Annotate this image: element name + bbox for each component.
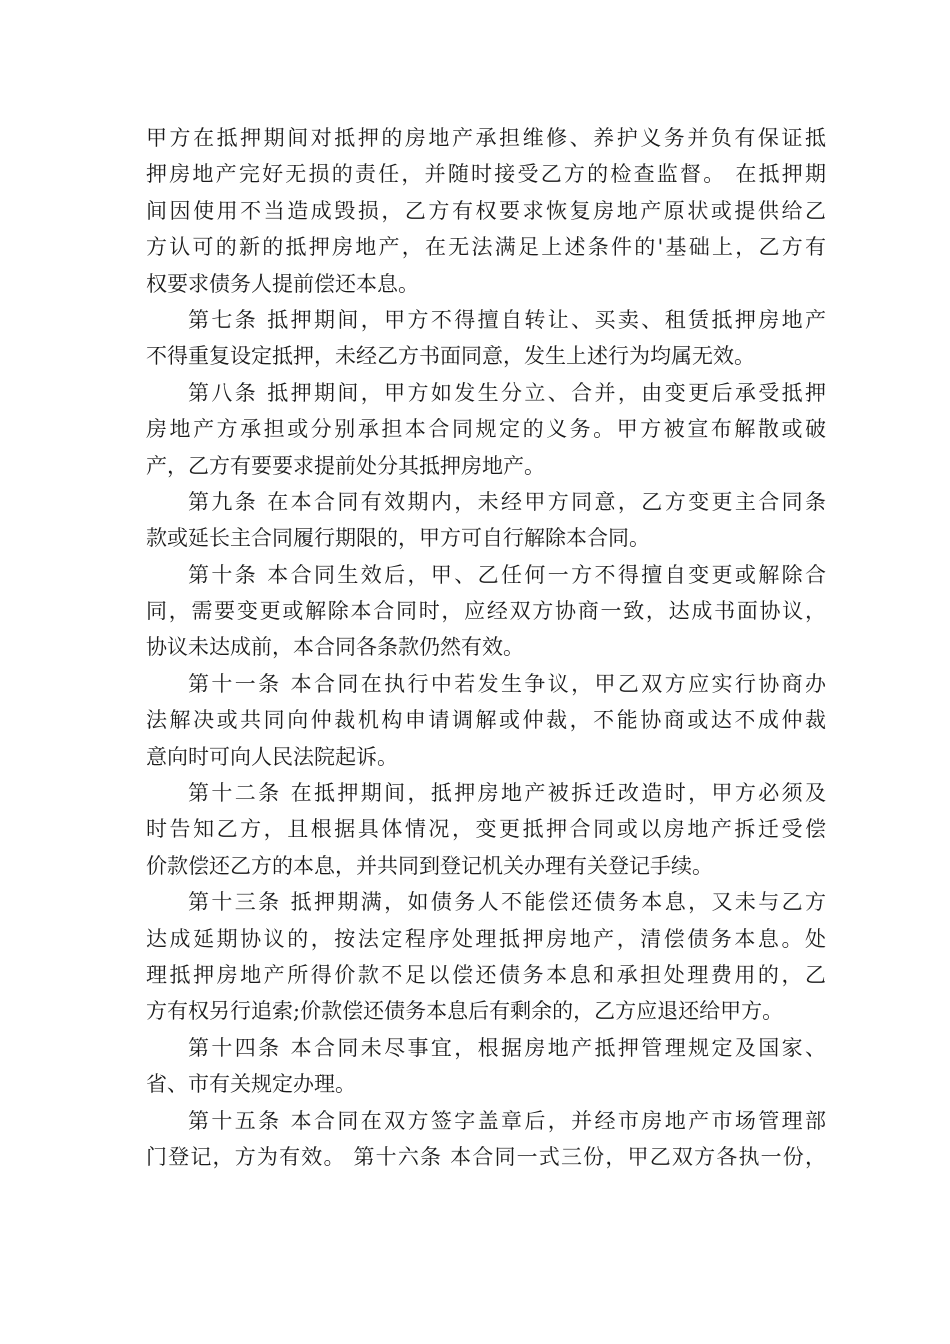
text-line: 同，需要变更或解除本合同时，应经双方协商一致，达成书面协议， (146, 599, 826, 624)
text-line: 第十一条 本合同在执行中若发生争议，甲乙双方应实行协商办 (188, 671, 826, 696)
text-line: 甲方在抵押期间对抵押的房地产承担维修、养护义务并负有保证抵 (146, 126, 826, 150)
text-line: 达成延期协议的，按法定程序处理抵押房地产，清偿债务本息。处 (146, 926, 826, 951)
text-line: 第八条 抵押期间，甲方如发生分立、合并，由变更后承受抵押 (188, 380, 826, 405)
text-line: 间因使用不当造成毁损，乙方有权要求恢复房地产原状或提供给乙 (146, 198, 826, 223)
text-line: 房地产方承担或分别承担本合同规定的义务。甲方被宣布解散或破 (146, 417, 826, 442)
text-line: 时告知乙方，且根据具体情况，变更抵押合同或以房地产拆迁受偿 (146, 817, 826, 842)
text-line: 权要求债务人提前偿还本息。 (146, 271, 419, 296)
text-line: 方认可的新的抵押房地产，在无法满足上述条件的'基础上，乙方有 (146, 235, 826, 260)
text-line: 第十三条 抵押期满，如债务人不能偿还债务本息，又未与乙方 (188, 890, 826, 915)
text-line: 法解决或共同向仲裁机构申请调解或仲裁，不能协商或达不成仲裁 (146, 708, 826, 733)
text-line: 产，乙方有要要求提前处分其抵押房地产。 (146, 453, 545, 478)
text-line: 价款偿还乙方的本息，并共同到登记机关办理有关登记手续。 (146, 853, 713, 878)
text-line: 第十四条 本合同未尽事宜，根据房地产抵押管理规定及国家、 (188, 1035, 826, 1060)
text-line: 第十条 本合同生效后，甲、乙任何一方不得擅自变更或解除合 (188, 562, 826, 587)
document-body (146, 120, 826, 1175)
text-line: 方有权另行追索;价款偿还债务本息后有剩余的，乙方应退还给甲方。 (146, 999, 784, 1024)
text-line: 理抵押房地产所得价款不足以偿还债务本息和承担处理费用的，乙 (146, 962, 826, 987)
text-line: 押房地产完好无损的责任，并随时接受乙方的检查监督。 在抵押期 (146, 162, 826, 187)
text-line: 不得重复设定抵押，未经乙方书面同意，发生上述行为均属无效。 (146, 344, 755, 369)
text-line: 第十二条 在抵押期间，抵押房地产被拆迁改造时，甲方必须及 (188, 781, 826, 806)
text-line: 省、市有关规定办理。 (146, 1072, 356, 1097)
text-line: 协议未达成前，本合同各条款仍然有效。 (146, 635, 524, 660)
text-line: 第九条 在本合同有效期内，未经甲方同意，乙方变更主合同条 (188, 489, 826, 514)
text-line: 门登记，方为有效。 第十六条 本合同一式三份，甲乙双方各执一份， (146, 1144, 826, 1169)
text-line: 第十五条 本合同在双方签字盖章后，并经市房地产市场管理部 (188, 1108, 826, 1133)
text-line: 意向时可向人民法院起诉。 (146, 744, 398, 769)
text-line: 款或延长主合同履行期限的，甲方可自行解除本合同。 (146, 526, 650, 551)
text-line: 第七条 抵押期间，甲方不得擅自转让、买卖、租赁抵押房地产 (188, 307, 826, 332)
